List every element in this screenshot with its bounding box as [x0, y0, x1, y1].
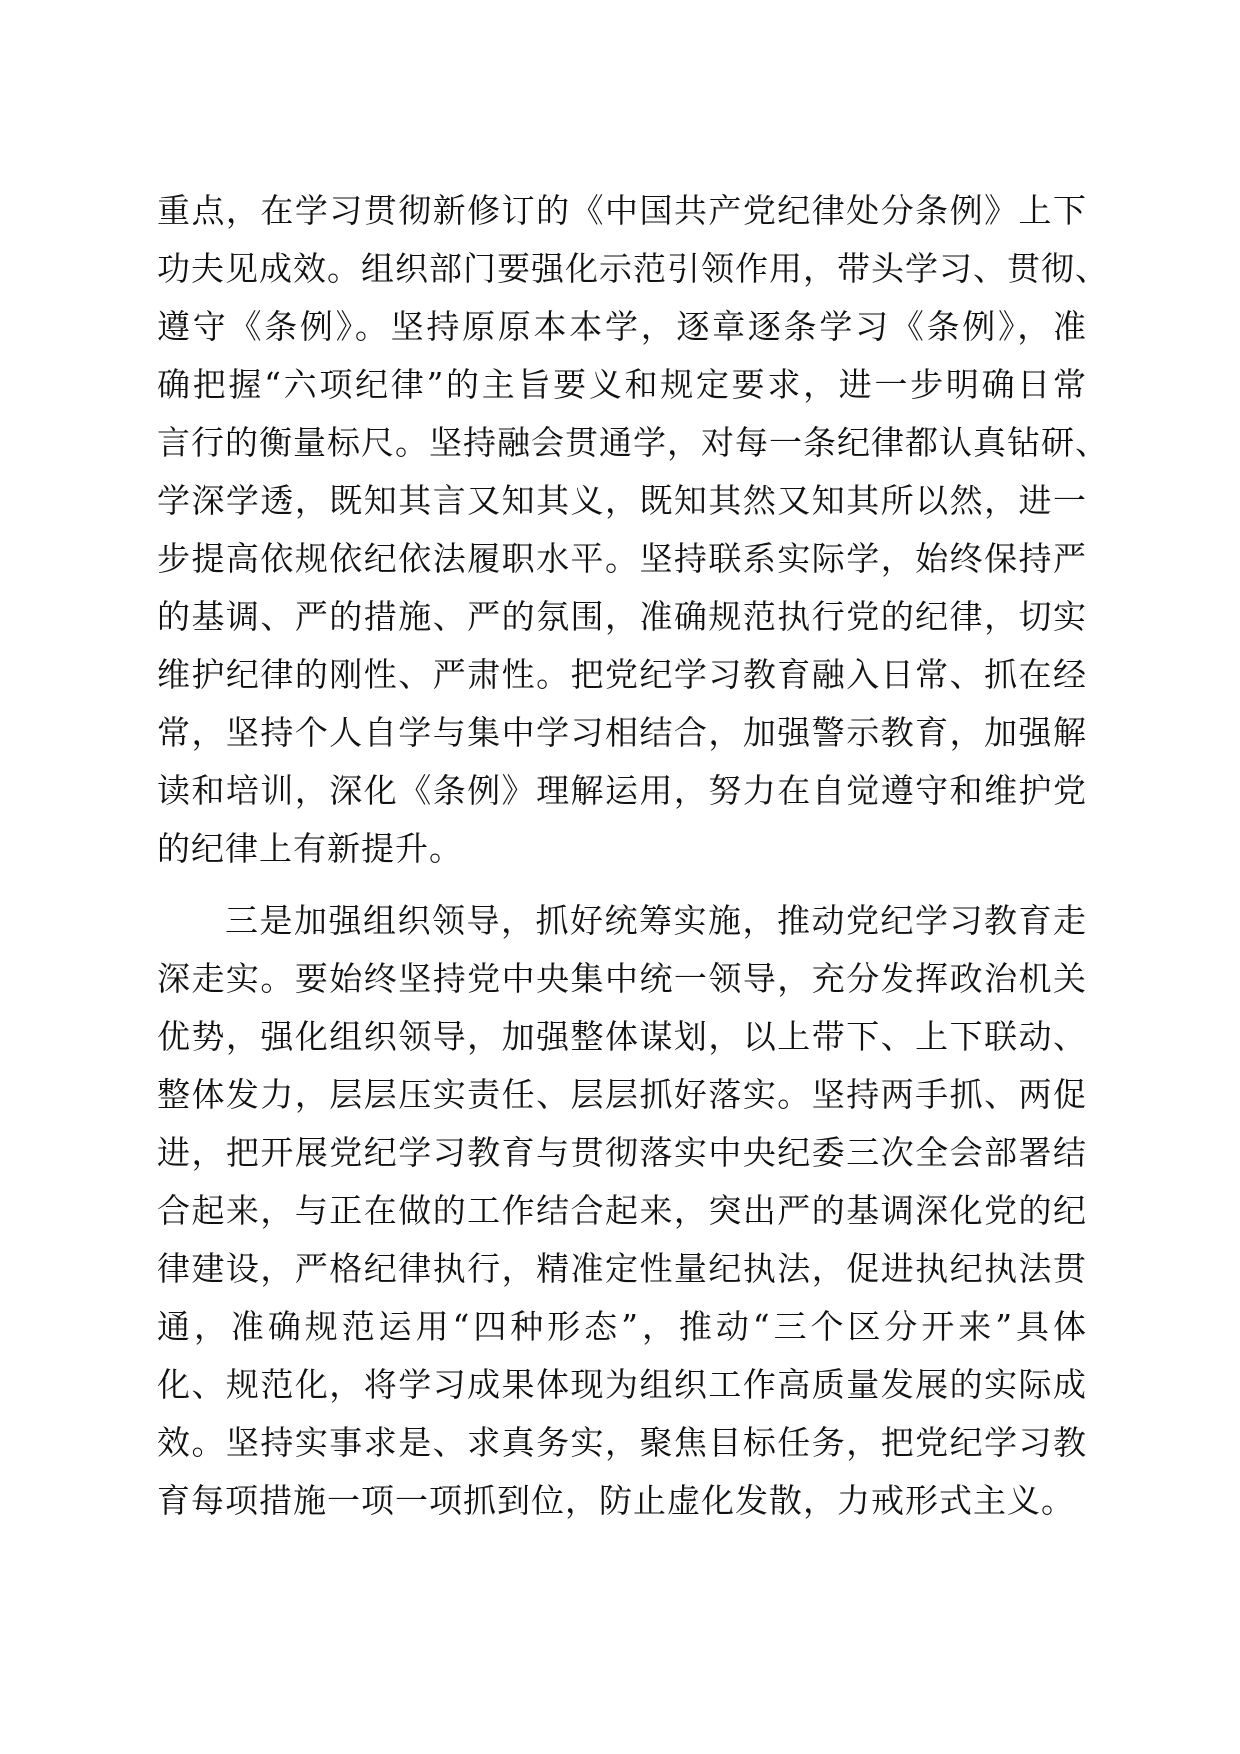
text-line: 深走实。要始终坚持党中央集中统一领导，充分发挥政治机关 [157, 959, 1087, 998]
text-line: 学深学透，既知其言又知其义，既知其然又知其所以然，进一 [157, 481, 1087, 520]
text-line: 进，把开展党纪学习教育与贯彻落实中央纪委三次全会部署结 [157, 1133, 1087, 1172]
text-line: 言行的衡量标尺。坚持融会贯通学，对每一条纪律都认真钻研、 [157, 423, 1109, 462]
paragraph [157, 182, 1109, 878]
text-line: 育每项措施一项一项抓到位，防止虚化发散，力戒形式主义。 [157, 1481, 1075, 1520]
paragraph [157, 892, 1087, 1530]
text-line: 合起来，与正在做的工作结合起来，突出严的基调深化党的纪 [157, 1191, 1087, 1230]
text-line: 律建设，严格纪律执行，精准定性量纪执法，促进执纪执法贯 [157, 1249, 1087, 1288]
text-line: 通，准确规范运用“四种形态”，推动“三个区分开来”具体 [157, 1307, 1087, 1346]
text-line: 功夫见成效。组织部门要强化示范引领作用，带头学习、贯彻、 [157, 249, 1109, 288]
text-line: 优势，强化组织领导，加强整体谋划，以上带下、上下联动、 [157, 1017, 1087, 1056]
text-line: 常，坚持个人自学与集中学习相结合，加强警示教育，加强解 [157, 713, 1087, 752]
text-line: 的纪律上有新提升。 [157, 829, 463, 868]
text-line: 三是加强组织领导，抓好统筹实施，推动党纪学习教育走 [225, 901, 1087, 940]
text-line: 效。坚持实事求是、求真务实，聚焦目标任务，把党纪学习教 [157, 1423, 1087, 1462]
text-line: 步提高依规依纪依法履职水平。坚持联系实际学，始终保持严 [157, 539, 1087, 578]
document-body [157, 182, 1109, 1530]
text-line: 重点，在学习贯彻新修订的《中国共产党纪律处分条例》上下 [157, 191, 1087, 230]
text-line: 的基调、严的措施、严的氛围，准确规范执行党的纪律，切实 [157, 597, 1087, 636]
paragraph-gap [157, 878, 1087, 892]
text-line: 整体发力，层层压实责任、层层抓好落实。坚持两手抓、两促 [157, 1075, 1087, 1114]
text-line: 确把握“六项纪律”的主旨要义和规定要求，进一步明确日常 [157, 365, 1087, 404]
text-line: 化、规范化，将学习成果体现为组织工作高质量发展的实际成 [157, 1365, 1087, 1404]
text-line: 读和培训，深化《条例》理解运用，努力在自觉遵守和维护党 [157, 771, 1087, 810]
text-line: 维护纪律的刚性、严肃性。把党纪学习教育融入日常、抓在经 [157, 655, 1087, 694]
text-line: 遵守《条例》。坚持原原本本学，逐章逐条学习《条例》，准 [157, 307, 1087, 346]
